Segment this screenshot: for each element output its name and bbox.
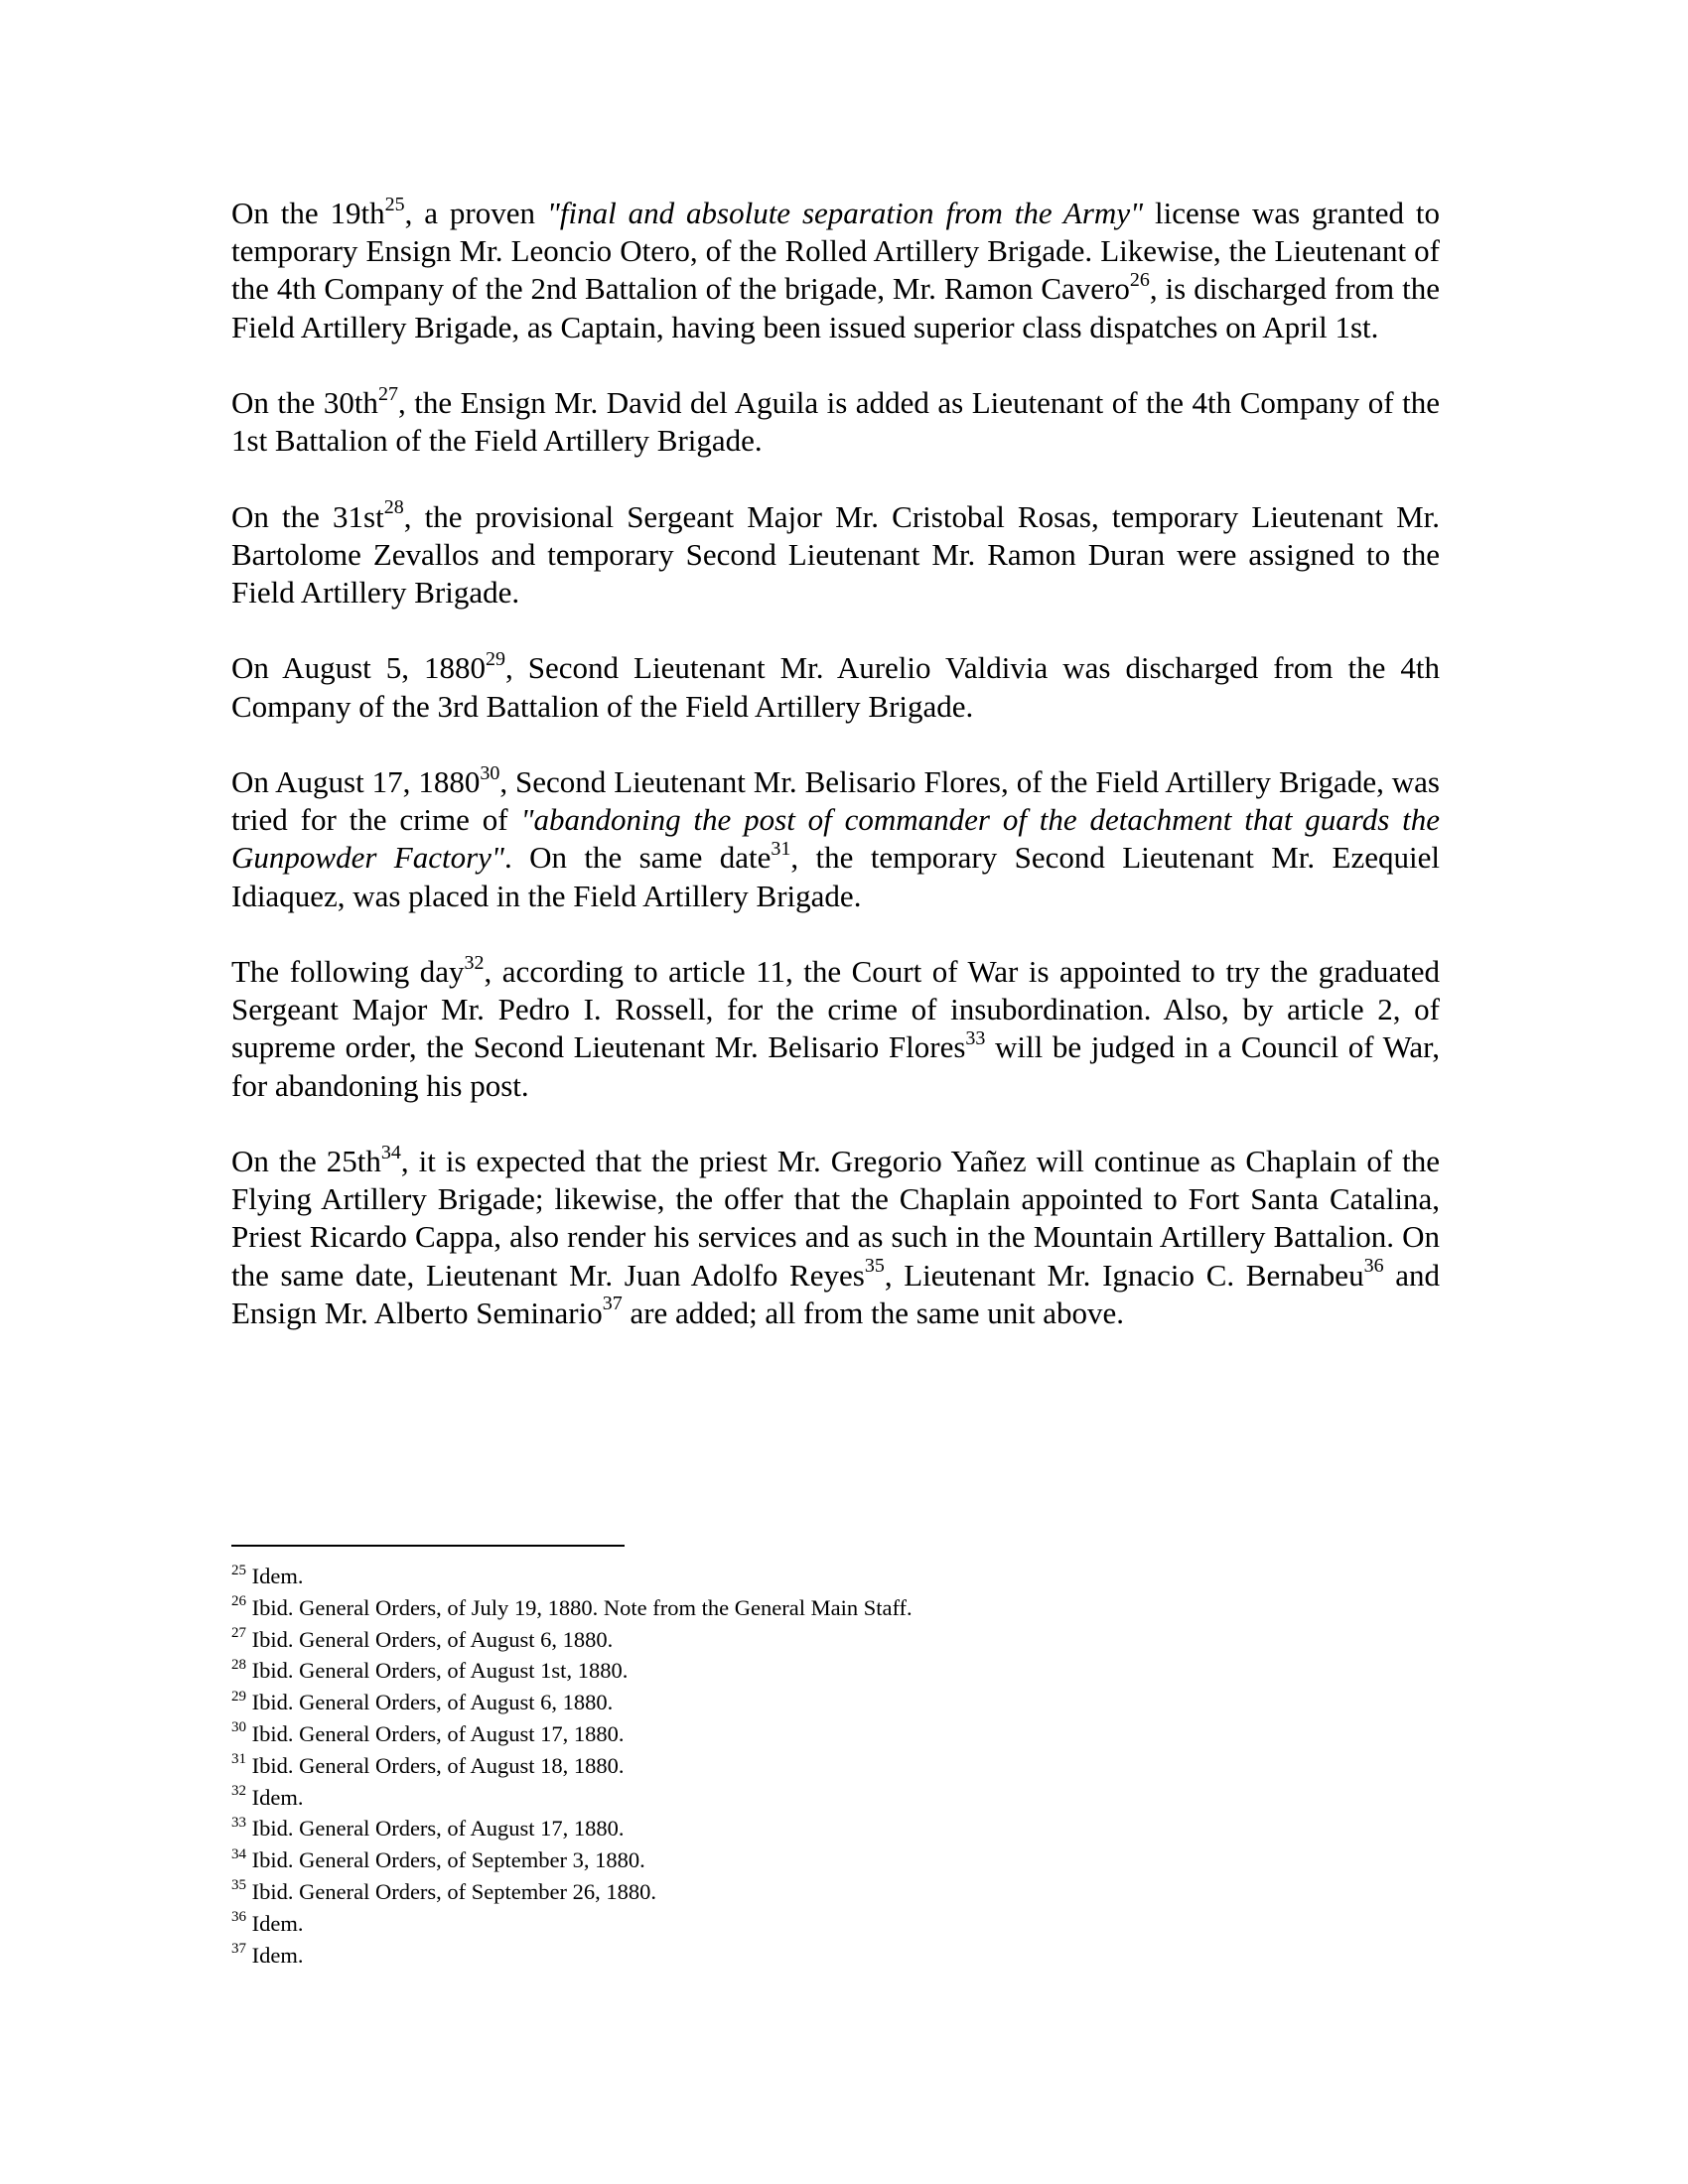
footnote-text: Idem. <box>246 1784 304 1810</box>
footnote-text: Ibid. General Orders, of August 6, 1880. <box>246 1626 614 1652</box>
footnote <box>231 1940 913 1972</box>
paragraph <box>231 649 1440 725</box>
footnote-number: 35 <box>231 1877 246 1894</box>
text-run: license was granted to temporary Ensign Mr. Leoncio Otero, of the Rolled Artillery Brigade. Likewise, the Lieutenant of the 4th Company of the 2nd Battalion of the brigade, Mr. Ramon Cavero <box>231 196 1440 307</box>
text-run: On the 30th <box>231 385 378 420</box>
footnote-number: 25 <box>231 1562 246 1578</box>
footnote <box>231 1876 913 1908</box>
footnote-ref: 30 <box>480 761 500 784</box>
paragraph <box>231 953 1440 1105</box>
footnote-text: Ibid. General Orders, of September 26, 1880. <box>246 1878 657 1904</box>
footnote-ref: 32 <box>464 951 485 974</box>
text-run: . On the same date <box>503 840 772 876</box>
footnote-number: 27 <box>231 1625 246 1642</box>
footnote-number: 36 <box>231 1909 246 1926</box>
text-run: are added; all from the same unit above. <box>622 1295 1124 1330</box>
text-run: , the provisional Sergeant Major Mr. Cristobal Rosas, temporary Lieutenant Mr. Bartolome Zevallos and temporary Second Lieutenant Mr. Ramon Duran were assigned to the Field Artillery Brigade. <box>231 498 1440 610</box>
footnote-ref: 25 <box>384 193 405 215</box>
footnote <box>231 1592 913 1624</box>
document-body <box>231 195 1440 1370</box>
footnote <box>231 1655 913 1687</box>
footnote-ref: 27 <box>377 382 398 405</box>
footnote-number: 29 <box>231 1688 246 1705</box>
text-run: , the temporary Second Lieutenant Mr. Ezequiel Idiaquez, was placed in the Field Artillery Brigade. <box>231 840 1440 913</box>
footnote <box>231 1782 913 1814</box>
footnote-text: Ibid. General Orders, of August 17, 1880. <box>246 1720 625 1746</box>
footnote <box>231 1624 913 1656</box>
footnotes <box>231 1561 913 1971</box>
footnote-ref: 34 <box>380 1141 401 1163</box>
footnote-ref: 28 <box>383 496 404 519</box>
footnote <box>231 1750 913 1782</box>
footnote <box>231 1844 913 1876</box>
footnote <box>231 1908 913 1940</box>
footnote-number: 34 <box>231 1845 246 1862</box>
footnote-number: 37 <box>231 1941 246 1958</box>
paragraph <box>231 498 1440 613</box>
footnote-number: 28 <box>231 1656 246 1673</box>
footnote-ref: 33 <box>965 1027 986 1050</box>
text-run: On August 17, 1880 <box>231 763 481 799</box>
text-run: , it is expected that the priest Mr. Gregorio Yañez will continue as Chaplain of the Flying Artillery Brigade; likewise, the offer that the Chaplain appointed to Fort Santa Catalina, Priest Ricardo Cappa, also render his services and as such in the Mountain Artillery Battalion. On the same date, Lieutenant Mr. Juan Adolfo Reyes <box>231 1143 1441 1293</box>
paragraph <box>231 384 1440 460</box>
text-run: , is discharged from the Field Artillery Brigade, as Captain, having been issued superior class dispatches on April 1st. <box>231 271 1440 344</box>
footnote <box>231 1687 913 1718</box>
footnote-text: Ibid. General Orders, of August 17, 1880. <box>246 1816 625 1842</box>
footnote-ref: 31 <box>771 838 791 861</box>
paragraph <box>231 1143 1440 1332</box>
footnote-number: 32 <box>231 1783 246 1800</box>
footnote-number: 26 <box>231 1593 246 1610</box>
footnote-ref: 37 <box>602 1293 623 1315</box>
footnote <box>231 1813 913 1844</box>
footnote-text: Ibid. General Orders, of August 6, 1880. <box>246 1690 614 1715</box>
text-run: , the Ensign Mr. David del Aguila is added as Lieutenant of the 4th Company of the 1st Battalion of the Field Artillery Brigade. <box>231 385 1441 459</box>
text-run: will be judged in a Council of War, for abandoning his post. <box>231 1029 1440 1103</box>
paragraph <box>231 763 1440 915</box>
footnote-number: 30 <box>231 1719 246 1736</box>
footnote <box>231 1561 913 1592</box>
footnote-text: Ibid. General Orders, of August 1st, 1880. <box>246 1658 629 1684</box>
footnote-ref: 29 <box>486 648 506 671</box>
italic-quote: "abandoning the post of commander of the detachment that guards the Gunpowder Factory" <box>231 802 1441 876</box>
footnote-ref: 36 <box>1363 1255 1384 1278</box>
footnote-ref: 26 <box>1129 269 1150 292</box>
text-run: On the 19th <box>231 196 385 230</box>
paragraph <box>231 195 1440 346</box>
text-run: , Lieutenant Mr. Ignacio C. Bernabeu <box>884 1257 1364 1293</box>
footnote-number: 31 <box>231 1751 246 1768</box>
footnote-number: 33 <box>231 1814 246 1831</box>
text-run: and Ensign Mr. Alberto Seminario <box>231 1257 1441 1330</box>
footnote-text: Ibid. General Orders, of August 18, 1880. <box>246 1752 625 1778</box>
footnote-text: Idem. <box>246 1942 304 1968</box>
text-run: , Second Lieutenant Mr. Aurelio Valdivia was discharged from the 4th Company of the 3rd Battalion of the Field Artillery Brigade. <box>231 650 1440 724</box>
text-run: On the 25th <box>231 1143 381 1178</box>
text-run: , according to article 11, the Court of War is appointed to try the graduated Sergeant Major Mr. Pedro I. Rossell, for the crime of insubordination. Also, by article 2, of supreme order, the Second Lieutenant Mr. Belisario Flores <box>231 953 1440 1065</box>
footnote-text: Ibid. General Orders, of July 19, 1880. Note from the General Main Staff. <box>246 1594 913 1620</box>
footnote-text: Idem. <box>246 1564 304 1588</box>
footnote-text: Ibid. General Orders, of September 3, 1880. <box>246 1847 645 1873</box>
footnote-ref: 35 <box>864 1255 885 1278</box>
footnote <box>231 1718 913 1750</box>
footnote-text: Idem. <box>246 1910 304 1936</box>
footnote-separator <box>231 1545 625 1547</box>
text-run: The following day <box>231 953 465 989</box>
text-run: On August 5, 1880 <box>231 650 487 686</box>
italic-quote: "final and absolute separation from the Army" <box>546 196 1144 230</box>
text-run: , Second Lieutenant Mr. Belisario Flores, of the Field Artillery Brigade, was tried for the crime of <box>231 763 1440 838</box>
text-run: , a proven <box>404 196 547 230</box>
text-run: On the 31st <box>231 498 384 534</box>
